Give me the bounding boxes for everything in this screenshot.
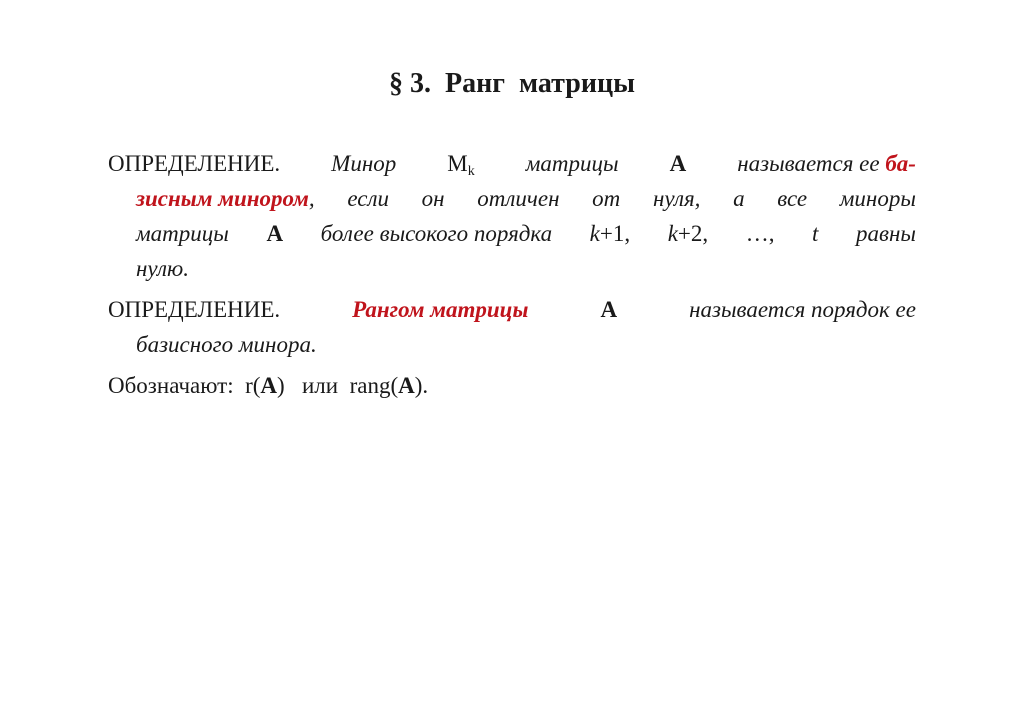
def1-matrix-a: A: [669, 151, 687, 176]
def1-l3-bolee: более высокого порядка: [320, 221, 553, 246]
def1-word: отличен: [477, 186, 560, 211]
def1-word: все: [777, 186, 808, 211]
definition-rank: [108, 292, 916, 362]
def1-minor-word: Минор: [331, 151, 397, 176]
def1-line-2: [108, 181, 916, 216]
def1-k-plus-1: k+1,: [589, 221, 631, 246]
def1-word: от: [592, 186, 621, 211]
def1-word: а: [733, 186, 745, 211]
page-title: § 3. Ранг матрицы: [389, 68, 635, 99]
def2-label: ОПРЕДЕЛЕНИЕ.: [108, 297, 281, 322]
def1-nulyu: нулю.: [136, 256, 189, 281]
def1-label: ОПРЕДЕЛЕНИЕ.: [108, 151, 281, 176]
def1-word: миноры: [839, 186, 916, 211]
def1-k-plus-2: k+2,: [667, 221, 709, 246]
def1-word: нуля,: [652, 186, 701, 211]
def1-ellipsis: …,: [745, 221, 775, 246]
def1-minor-symbol: $M_k$: [447, 151, 475, 179]
notation-ili: или: [301, 373, 339, 398]
def2-rank-term: Рангом матрицы: [352, 297, 529, 322]
def1-line-4: [108, 251, 916, 286]
def2-line-2: [108, 327, 916, 362]
notation-rang: rang(A).: [349, 373, 429, 398]
notation-r: r(A): [245, 373, 285, 398]
def1-l3-matrix-a: A: [266, 221, 284, 246]
notation-label: Обозначают:: [108, 373, 234, 398]
def2-bazisnogo: базисного минора.: [136, 332, 317, 357]
notation-line: [108, 368, 916, 403]
def1-nazyv-group: называется ее ба-: [737, 151, 916, 176]
def1-l3-matricy: матрицы: [136, 221, 229, 246]
def1-word: если: [347, 186, 389, 211]
def1-word: он: [421, 186, 445, 211]
def2-nazyv: называется порядок ее: [689, 297, 916, 322]
notation-text: [108, 368, 916, 403]
def1-line-3: [108, 216, 916, 251]
definition-basis-minor: [108, 146, 916, 286]
def1-ravny: равны: [855, 221, 916, 246]
def2-line-1: [108, 292, 916, 327]
def1-t: t: [812, 221, 819, 246]
def1-basis-minor-term: зисным минором,: [136, 186, 315, 211]
def1-line-1: [108, 146, 916, 181]
def1-matricy-word: матрицы: [525, 151, 619, 176]
def2-matrix-a: A: [600, 297, 618, 322]
